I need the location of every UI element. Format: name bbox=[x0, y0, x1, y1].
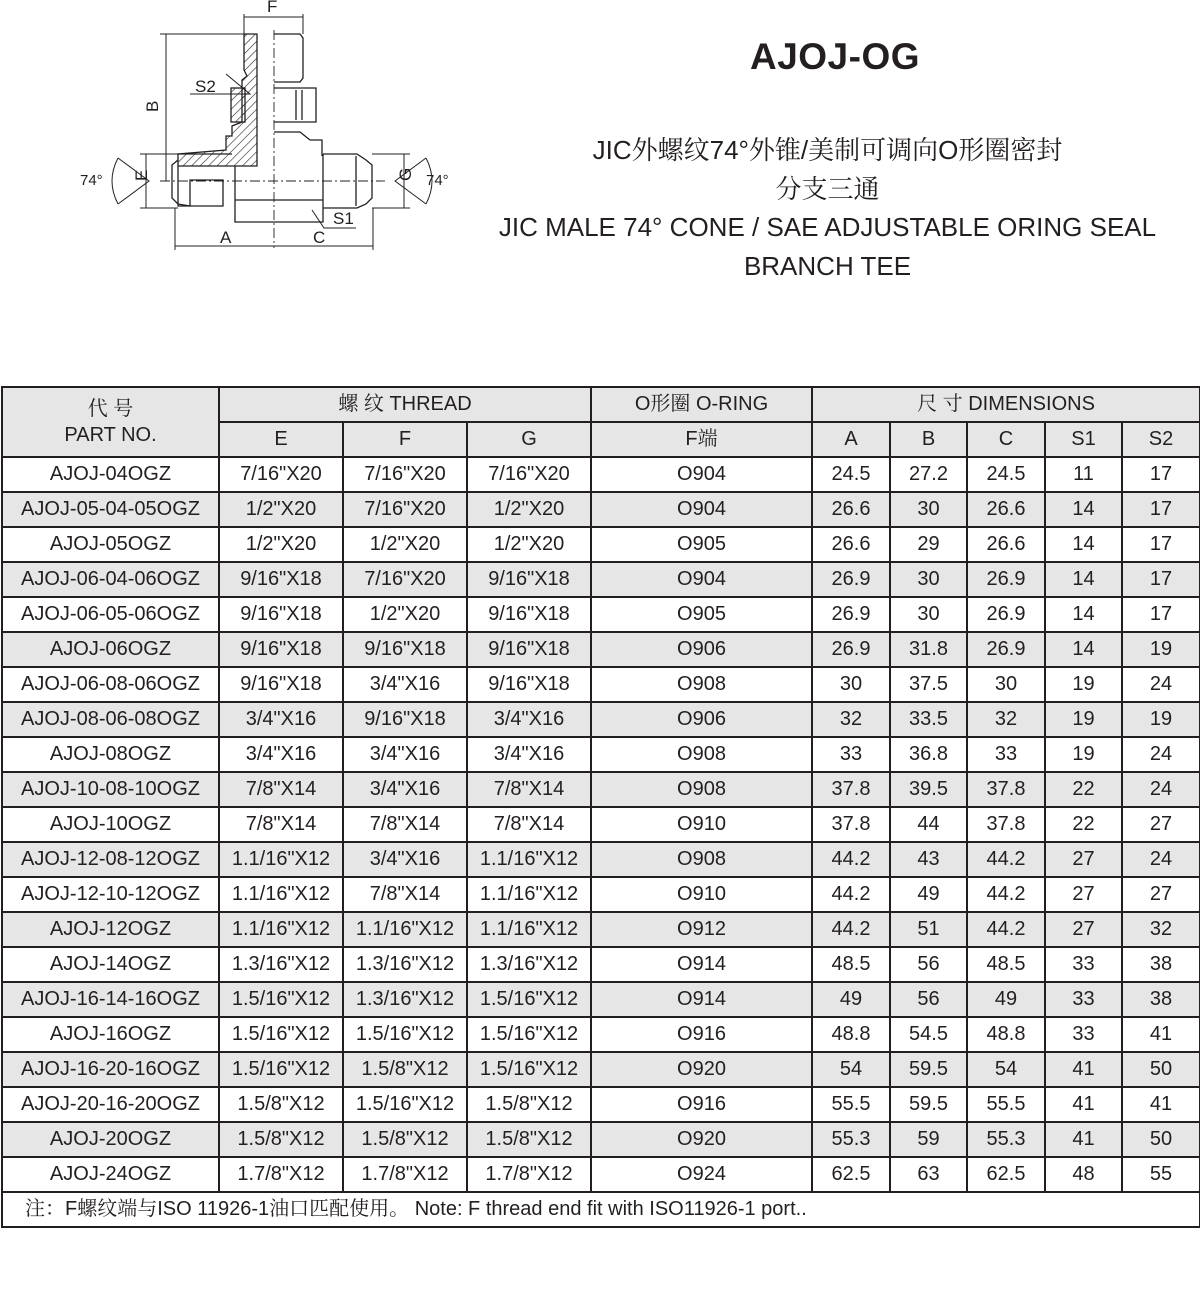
cell-thread-f: 9/16"X18 bbox=[343, 632, 467, 667]
cell-part-no: AJOJ-06-05-06OGZ bbox=[2, 597, 219, 632]
cell-dim-a: 48.8 bbox=[812, 1017, 890, 1052]
cell-thread-f: 1.5/8"X12 bbox=[343, 1122, 467, 1157]
table-row bbox=[2, 947, 1200, 982]
cell-thread-g: 1.1/16"X12 bbox=[467, 842, 591, 877]
cell-dim-a: 26.6 bbox=[812, 527, 890, 562]
cell-dim-c: 62.5 bbox=[967, 1157, 1045, 1192]
cell-dim-c: 48.8 bbox=[967, 1017, 1045, 1052]
cell-oring: O916 bbox=[591, 1017, 812, 1052]
oring-group-header: O形圈 O-RING bbox=[591, 387, 812, 422]
cell-thread-e: 1.5/16"X12 bbox=[219, 1017, 343, 1052]
cell-dim-s2: 50 bbox=[1122, 1122, 1200, 1157]
cell-part-no: AJOJ-06-04-06OGZ bbox=[2, 562, 219, 597]
cell-part-no: AJOJ-08OGZ bbox=[2, 737, 219, 772]
cell-thread-e: 1/2"X20 bbox=[219, 527, 343, 562]
cell-dim-a: 33 bbox=[812, 737, 890, 772]
cell-thread-g: 3/4"X16 bbox=[467, 702, 591, 737]
label-b: B bbox=[143, 100, 162, 112]
cell-dim-s2: 19 bbox=[1122, 632, 1200, 667]
cell-dim-a: 49 bbox=[812, 982, 890, 1017]
table-row bbox=[2, 667, 1200, 702]
dimensions-group-header: 尺 寸 DIMENSIONS bbox=[812, 387, 1200, 422]
cell-dim-a: 37.8 bbox=[812, 807, 890, 842]
cell-dim-s2: 38 bbox=[1122, 947, 1200, 982]
table-row bbox=[2, 702, 1200, 737]
cell-part-no: AJOJ-16OGZ bbox=[2, 1017, 219, 1052]
cell-oring: O908 bbox=[591, 737, 812, 772]
cell-part-no: AJOJ-10OGZ bbox=[2, 807, 219, 842]
cell-dim-s2: 24 bbox=[1122, 737, 1200, 772]
table-row bbox=[2, 492, 1200, 527]
cell-dim-c: 44.2 bbox=[967, 912, 1045, 947]
label-angle-right: 74° bbox=[426, 172, 449, 189]
cell-thread-g: 3/4"X16 bbox=[467, 737, 591, 772]
cell-dim-a: 48.5 bbox=[812, 947, 890, 982]
cell-dim-s1: 22 bbox=[1045, 772, 1122, 807]
cell-thread-e: 1.5/16"X12 bbox=[219, 982, 343, 1017]
cell-dim-b: 59.5 bbox=[890, 1087, 967, 1122]
table-row bbox=[2, 982, 1200, 1017]
cell-thread-f: 3/4"X16 bbox=[343, 842, 467, 877]
cell-dim-a: 44.2 bbox=[812, 912, 890, 947]
cell-thread-f: 1/2"X20 bbox=[343, 527, 467, 562]
cell-dim-s1: 11 bbox=[1045, 457, 1122, 492]
cell-dim-s1: 22 bbox=[1045, 807, 1122, 842]
cell-part-no: AJOJ-16-20-16OGZ bbox=[2, 1052, 219, 1087]
cell-thread-f: 3/4"X16 bbox=[343, 772, 467, 807]
table-row bbox=[2, 1157, 1200, 1192]
cell-dim-s1: 14 bbox=[1045, 492, 1122, 527]
cell-dim-a: 54 bbox=[812, 1052, 890, 1087]
subtitle-cn-line1: JIC外螺纹74°外锥/美制可调向O形圈密封 bbox=[592, 135, 1063, 165]
cell-dim-s2: 27 bbox=[1122, 807, 1200, 842]
cell-dim-b: 33.5 bbox=[890, 702, 967, 737]
cell-dim-s1: 14 bbox=[1045, 527, 1122, 562]
col-header-s2: S2 bbox=[1122, 422, 1200, 457]
cell-part-no: AJOJ-12OGZ bbox=[2, 912, 219, 947]
part-no-header bbox=[2, 387, 219, 457]
table-row bbox=[2, 457, 1200, 492]
cell-dim-a: 32 bbox=[812, 702, 890, 737]
cell-thread-g: 9/16"X18 bbox=[467, 562, 591, 597]
cell-dim-s1: 19 bbox=[1045, 737, 1122, 772]
cell-dim-s2: 38 bbox=[1122, 982, 1200, 1017]
cell-dim-s2: 24 bbox=[1122, 667, 1200, 702]
cell-dim-s1: 41 bbox=[1045, 1122, 1122, 1157]
cell-thread-f: 1.5/8"X12 bbox=[343, 1052, 467, 1087]
cell-thread-g: 1.7/8"X12 bbox=[467, 1157, 591, 1192]
cell-dim-s1: 27 bbox=[1045, 912, 1122, 947]
cell-dim-s2: 55 bbox=[1122, 1157, 1200, 1192]
table-row bbox=[2, 877, 1200, 912]
col-header-f: F bbox=[343, 422, 467, 457]
cell-part-no: AJOJ-06-08-06OGZ bbox=[2, 667, 219, 702]
cell-dim-b: 30 bbox=[890, 562, 967, 597]
cell-dim-c: 37.8 bbox=[967, 807, 1045, 842]
cell-thread-f: 1.5/16"X12 bbox=[343, 1017, 467, 1052]
col-header-c: C bbox=[967, 422, 1045, 457]
cell-thread-g: 1/2"X20 bbox=[467, 492, 591, 527]
cell-thread-f: 1.3/16"X12 bbox=[343, 947, 467, 982]
part-no-cn: 代 号 bbox=[87, 398, 134, 420]
cell-dim-a: 55.5 bbox=[812, 1087, 890, 1122]
cell-oring: O920 bbox=[591, 1122, 812, 1157]
cell-dim-s1: 19 bbox=[1045, 702, 1122, 737]
cell-dim-a: 26.6 bbox=[812, 492, 890, 527]
cell-dim-s1: 41 bbox=[1045, 1052, 1122, 1087]
cell-dim-b: 27.2 bbox=[890, 457, 967, 492]
cell-part-no: AJOJ-12-10-12OGZ bbox=[2, 877, 219, 912]
cell-dim-a: 30 bbox=[812, 667, 890, 702]
footnote: 注：F螺纹端与ISO 11926-1油口匹配使用。 Note: F thread end fit with ISO11926-1 port.. bbox=[2, 1192, 1200, 1227]
cell-dim-c: 24.5 bbox=[967, 457, 1045, 492]
cell-oring: O910 bbox=[591, 877, 812, 912]
table-row bbox=[2, 1122, 1200, 1157]
cell-thread-g: 7/8"X14 bbox=[467, 807, 591, 842]
cell-dim-b: 63 bbox=[890, 1157, 967, 1192]
cell-dim-a: 55.3 bbox=[812, 1122, 890, 1157]
cell-dim-c: 49 bbox=[967, 982, 1045, 1017]
col-header-b: B bbox=[890, 422, 967, 457]
cell-dim-b: 44 bbox=[890, 807, 967, 842]
cell-thread-f: 3/4"X16 bbox=[343, 667, 467, 702]
cell-thread-g: 1.3/16"X12 bbox=[467, 947, 591, 982]
cell-thread-e: 7/8"X14 bbox=[219, 807, 343, 842]
cell-dim-s2: 17 bbox=[1122, 597, 1200, 632]
cell-oring: O924 bbox=[591, 1157, 812, 1192]
label-g: G bbox=[396, 167, 415, 181]
cell-dim-a: 62.5 bbox=[812, 1157, 890, 1192]
label-a: A bbox=[220, 228, 232, 247]
cell-dim-b: 37.5 bbox=[890, 667, 967, 702]
table-row bbox=[2, 737, 1200, 772]
cell-thread-f: 9/16"X18 bbox=[343, 702, 467, 737]
cell-thread-g: 1.5/8"X12 bbox=[467, 1122, 591, 1157]
table-row bbox=[2, 632, 1200, 667]
cell-dim-c: 55.3 bbox=[967, 1122, 1045, 1157]
label-angle-left: 74° bbox=[80, 172, 103, 189]
cell-thread-g: 1.5/8"X12 bbox=[467, 1087, 591, 1122]
cell-oring: O914 bbox=[591, 982, 812, 1017]
spec-table bbox=[1, 386, 1200, 1228]
table-row bbox=[2, 912, 1200, 947]
cell-dim-a: 24.5 bbox=[812, 457, 890, 492]
cell-thread-e: 9/16"X18 bbox=[219, 562, 343, 597]
label-c: C bbox=[313, 228, 326, 247]
cell-dim-a: 26.9 bbox=[812, 597, 890, 632]
cell-dim-c: 26.9 bbox=[967, 597, 1045, 632]
cell-oring: O908 bbox=[591, 842, 812, 877]
cell-thread-f: 1.5/16"X12 bbox=[343, 1087, 467, 1122]
cell-thread-e: 9/16"X18 bbox=[219, 667, 343, 702]
table-row bbox=[2, 772, 1200, 807]
cell-dim-s1: 33 bbox=[1045, 947, 1122, 982]
col-header-g: G bbox=[467, 422, 591, 457]
cell-thread-e: 9/16"X18 bbox=[219, 597, 343, 632]
cell-oring: O904 bbox=[591, 562, 812, 597]
cell-thread-g: 1.5/16"X12 bbox=[467, 1017, 591, 1052]
cell-dim-a: 44.2 bbox=[812, 877, 890, 912]
cell-part-no: AJOJ-08-06-08OGZ bbox=[2, 702, 219, 737]
cell-dim-s1: 14 bbox=[1045, 597, 1122, 632]
cell-dim-s2: 50 bbox=[1122, 1052, 1200, 1087]
cell-thread-g: 9/16"X18 bbox=[467, 632, 591, 667]
cell-part-no: AJOJ-10-08-10OGZ bbox=[2, 772, 219, 807]
cell-dim-s2: 17 bbox=[1122, 492, 1200, 527]
cell-thread-e: 1.1/16"X12 bbox=[219, 842, 343, 877]
cell-dim-b: 56 bbox=[890, 982, 967, 1017]
cell-dim-s2: 17 bbox=[1122, 527, 1200, 562]
table-row bbox=[2, 1052, 1200, 1087]
cell-thread-g: 7/16"X20 bbox=[467, 457, 591, 492]
nut-section bbox=[231, 88, 245, 122]
cell-dim-s1: 48 bbox=[1045, 1157, 1122, 1192]
cell-dim-s1: 33 bbox=[1045, 982, 1122, 1017]
cell-thread-f: 7/8"X14 bbox=[343, 807, 467, 842]
cell-dim-b: 54.5 bbox=[890, 1017, 967, 1052]
cell-dim-b: 59 bbox=[890, 1122, 967, 1157]
cell-dim-a: 37.8 bbox=[812, 772, 890, 807]
cell-dim-c: 33 bbox=[967, 737, 1045, 772]
cell-dim-s2: 24 bbox=[1122, 772, 1200, 807]
product-code-title: AJOJ-OG bbox=[749, 36, 921, 77]
cell-part-no: AJOJ-20-16-20OGZ bbox=[2, 1087, 219, 1122]
cell-thread-e: 7/8"X14 bbox=[219, 772, 343, 807]
cell-oring: O904 bbox=[591, 492, 812, 527]
cell-thread-f: 1.3/16"X12 bbox=[343, 982, 467, 1017]
cell-oring: O906 bbox=[591, 632, 812, 667]
cell-dim-s2: 32 bbox=[1122, 912, 1200, 947]
header-row-group bbox=[2, 387, 1200, 422]
cell-dim-s1: 14 bbox=[1045, 562, 1122, 597]
col-header-e: E bbox=[219, 422, 343, 457]
cell-dim-c: 48.5 bbox=[967, 947, 1045, 982]
cell-thread-e: 7/16"X20 bbox=[219, 457, 343, 492]
cell-oring: O908 bbox=[591, 667, 812, 702]
cell-dim-c: 26.9 bbox=[967, 632, 1045, 667]
cell-part-no: AJOJ-05-04-05OGZ bbox=[2, 492, 219, 527]
col-header-a: A bbox=[812, 422, 890, 457]
cell-dim-s2: 17 bbox=[1122, 457, 1200, 492]
cell-thread-f: 7/16"X20 bbox=[343, 457, 467, 492]
table-row bbox=[2, 842, 1200, 877]
cell-thread-g: 7/8"X14 bbox=[467, 772, 591, 807]
table-row bbox=[2, 1087, 1200, 1122]
cell-thread-g: 1.5/16"X12 bbox=[467, 982, 591, 1017]
cell-thread-g: 9/16"X18 bbox=[467, 597, 591, 632]
cell-dim-s1: 19 bbox=[1045, 667, 1122, 702]
cell-dim-s1: 27 bbox=[1045, 842, 1122, 877]
cell-thread-e: 1.1/16"X12 bbox=[219, 877, 343, 912]
col-header-s1: S1 bbox=[1045, 422, 1122, 457]
cell-dim-s2: 41 bbox=[1122, 1087, 1200, 1122]
subtitle-cn-line2: 分支三通 bbox=[775, 174, 880, 204]
cell-oring: O914 bbox=[591, 947, 812, 982]
cell-thread-f: 1.7/8"X12 bbox=[343, 1157, 467, 1192]
cell-dim-s1: 41 bbox=[1045, 1087, 1122, 1122]
table-row bbox=[2, 562, 1200, 597]
cell-thread-e: 1.5/8"X12 bbox=[219, 1087, 343, 1122]
cell-thread-f: 7/16"X20 bbox=[343, 492, 467, 527]
cell-thread-f: 7/8"X14 bbox=[343, 877, 467, 912]
cell-dim-b: 36.8 bbox=[890, 737, 967, 772]
cell-thread-g: 1/2"X20 bbox=[467, 527, 591, 562]
cell-thread-g: 1.5/16"X12 bbox=[467, 1052, 591, 1087]
cell-oring: O904 bbox=[591, 457, 812, 492]
cell-dim-s1: 14 bbox=[1045, 632, 1122, 667]
subtitle-en-line1: JIC MALE 74° CONE / SAE ADJUSTABLE ORING SEAL bbox=[498, 212, 1157, 242]
cell-dim-b: 39.5 bbox=[890, 772, 967, 807]
cell-thread-e: 9/16"X18 bbox=[219, 632, 343, 667]
cell-thread-g: 1.1/16"X12 bbox=[467, 912, 591, 947]
label-s2: S2 bbox=[195, 77, 216, 96]
label-f: F bbox=[267, 0, 278, 16]
note-row bbox=[2, 1192, 1200, 1227]
cell-dim-b: 59.5 bbox=[890, 1052, 967, 1087]
cell-oring: O905 bbox=[591, 527, 812, 562]
cell-dim-s2: 17 bbox=[1122, 562, 1200, 597]
label-s1: S1 bbox=[333, 209, 354, 228]
cell-thread-g: 1.1/16"X12 bbox=[467, 877, 591, 912]
cell-thread-e: 1.1/16"X12 bbox=[219, 912, 343, 947]
table-row bbox=[2, 807, 1200, 842]
cell-dim-b: 29 bbox=[890, 527, 967, 562]
cell-dim-b: 43 bbox=[890, 842, 967, 877]
table-row bbox=[2, 1017, 1200, 1052]
cell-dim-c: 26.6 bbox=[967, 527, 1045, 562]
cell-dim-b: 49 bbox=[890, 877, 967, 912]
cell-thread-g: 9/16"X18 bbox=[467, 667, 591, 702]
cell-thread-e: 1/2"X20 bbox=[219, 492, 343, 527]
cell-dim-c: 32 bbox=[967, 702, 1045, 737]
cell-dim-s2: 27 bbox=[1122, 877, 1200, 912]
cell-part-no: AJOJ-04OGZ bbox=[2, 457, 219, 492]
cell-thread-e: 1.5/8"X12 bbox=[219, 1122, 343, 1157]
cell-dim-s2: 24 bbox=[1122, 842, 1200, 877]
cell-part-no: AJOJ-14OGZ bbox=[2, 947, 219, 982]
cell-thread-e: 1.5/16"X12 bbox=[219, 1052, 343, 1087]
cell-part-no: AJOJ-12-08-12OGZ bbox=[2, 842, 219, 877]
cell-dim-c: 30 bbox=[967, 667, 1045, 702]
cell-dim-c: 26.9 bbox=[967, 562, 1045, 597]
cell-part-no: AJOJ-05OGZ bbox=[2, 527, 219, 562]
cell-dim-a: 44.2 bbox=[812, 842, 890, 877]
cell-oring: O916 bbox=[591, 1087, 812, 1122]
cell-dim-s1: 33 bbox=[1045, 1017, 1122, 1052]
cell-dim-s2: 19 bbox=[1122, 702, 1200, 737]
branch-tee-drawing bbox=[60, 0, 460, 260]
cell-thread-e: 3/4"X16 bbox=[219, 737, 343, 772]
cell-thread-f: 3/4"X16 bbox=[343, 737, 467, 772]
cell-dim-c: 26.6 bbox=[967, 492, 1045, 527]
cell-part-no: AJOJ-20OGZ bbox=[2, 1122, 219, 1157]
cell-oring: O906 bbox=[591, 702, 812, 737]
label-e: E bbox=[132, 169, 151, 181]
table-row bbox=[2, 527, 1200, 562]
cell-dim-b: 30 bbox=[890, 492, 967, 527]
cell-dim-c: 55.5 bbox=[967, 1087, 1045, 1122]
cell-thread-e: 1.7/8"X12 bbox=[219, 1157, 343, 1192]
cell-dim-c: 37.8 bbox=[967, 772, 1045, 807]
cell-thread-f: 7/16"X20 bbox=[343, 562, 467, 597]
cell-dim-c: 44.2 bbox=[967, 877, 1045, 912]
cell-oring: O920 bbox=[591, 1052, 812, 1087]
cell-dim-b: 31.8 bbox=[890, 632, 967, 667]
thread-group-header: 螺 纹 THREAD bbox=[219, 387, 591, 422]
cell-thread-f: 1/2"X20 bbox=[343, 597, 467, 632]
cell-oring: O910 bbox=[591, 807, 812, 842]
cell-thread-f: 1.1/16"X12 bbox=[343, 912, 467, 947]
cell-dim-c: 44.2 bbox=[967, 842, 1045, 877]
cell-part-no: AJOJ-24OGZ bbox=[2, 1157, 219, 1192]
cell-thread-e: 1.3/16"X12 bbox=[219, 947, 343, 982]
cell-oring: O905 bbox=[591, 597, 812, 632]
cell-oring: O908 bbox=[591, 772, 812, 807]
cell-oring: O912 bbox=[591, 912, 812, 947]
cell-dim-a: 26.9 bbox=[812, 632, 890, 667]
cell-part-no: AJOJ-06OGZ bbox=[2, 632, 219, 667]
cell-dim-s2: 41 bbox=[1122, 1017, 1200, 1052]
col-header-f-end: F端 bbox=[591, 422, 812, 457]
cell-dim-b: 30 bbox=[890, 597, 967, 632]
cell-dim-a: 26.9 bbox=[812, 562, 890, 597]
cell-dim-b: 51 bbox=[890, 912, 967, 947]
cell-dim-b: 56 bbox=[890, 947, 967, 982]
subtitle-en-line2: BRANCH TEE bbox=[743, 251, 912, 281]
table-row bbox=[2, 597, 1200, 632]
cell-dim-s1: 27 bbox=[1045, 877, 1122, 912]
cell-part-no: AJOJ-16-14-16OGZ bbox=[2, 982, 219, 1017]
cell-thread-e: 3/4"X16 bbox=[219, 702, 343, 737]
cell-dim-c: 54 bbox=[967, 1052, 1045, 1087]
part-no-en: PART NO. bbox=[64, 424, 157, 446]
